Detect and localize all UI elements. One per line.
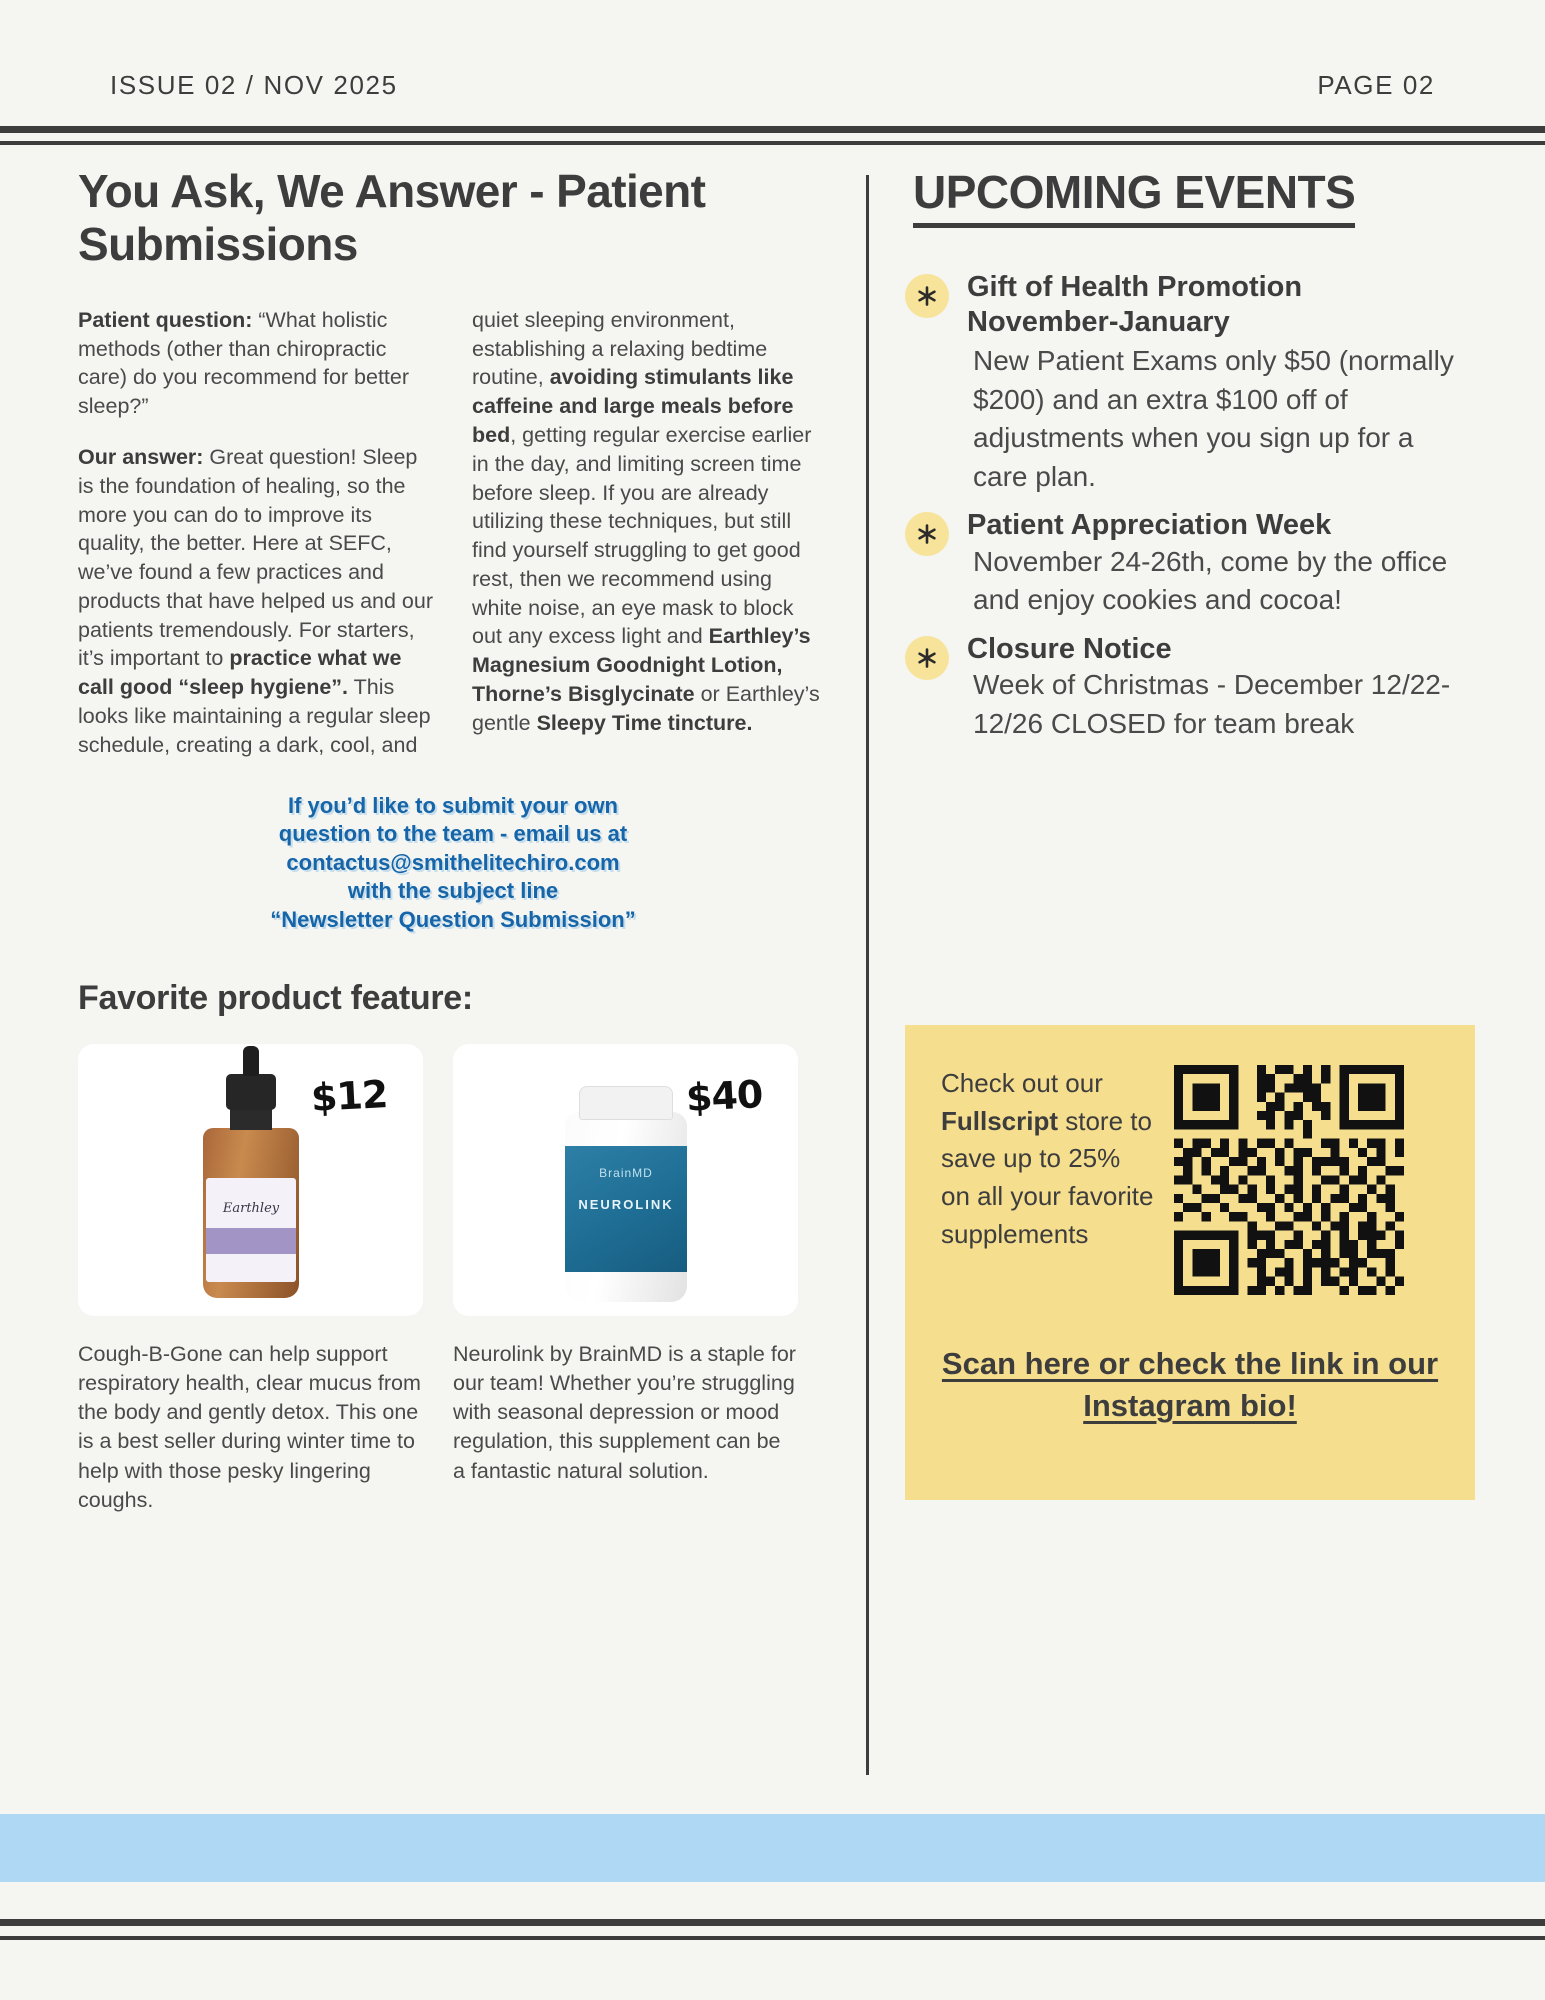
submission-email[interactable]: contactus@smithelitechiro.com: [286, 849, 620, 875]
answer-bold-3: Earthley’s Magnesium Goodnight Lotion, Thorne’s Bisglycinate: [472, 624, 811, 707]
dropper-bottle-band: [206, 1228, 296, 1254]
right-column: [905, 165, 1475, 755]
answer-bold-2: avoiding stimulants like caffeine and large meals before bed: [472, 365, 794, 447]
qr-code-icon[interactable]: [1174, 1065, 1404, 1295]
issue-label: ISSUE 02 / NOV 2025: [110, 69, 398, 100]
footer-rule-thick: [0, 1919, 1545, 1926]
fullscript-promo-box: [905, 1025, 1475, 1500]
product-description-1: Cough-B-Gone can help support respiratory health, clear mucus from the body and gently detox. This one is a best seller during winter time to help with those pesky lingering coughs.: [78, 1341, 421, 1512]
answer-bold-4: Sleepy Time tincture.: [536, 710, 753, 735]
product-card-2: [453, 1044, 798, 1515]
dropper-bottle-cap: [226, 1074, 276, 1110]
asterisk-icon: [905, 274, 949, 318]
question-label: Patient question:: [78, 307, 253, 332]
price-tag-2: $40: [684, 1071, 764, 1120]
question-text: “What holistic methods (other than chiropractic care) do you recommend for better sleep?”: [78, 307, 410, 419]
supplement-bottle-brand: BrainMD: [599, 1165, 653, 1180]
fullscript-cta-link[interactable]: Scan here or check the link in our Instagram bio!: [941, 1346, 1439, 1423]
supplement-bottle-cap: [579, 1086, 673, 1120]
page-content: [0, 165, 1545, 1765]
fullscript-text-a: Check out our: [941, 1068, 1103, 1098]
answer-label: Our answer:: [78, 444, 204, 469]
left-column: [78, 165, 828, 1515]
event-item-3: [905, 632, 1475, 743]
answer-text-2: This looks like maintaining a regular sleep schedule, creating a dark, cool, and quiet sleeping environment, establishing a relaxing bedtime routine,: [78, 307, 768, 757]
masthead: [0, 60, 1545, 110]
product-photo-2: [453, 1044, 798, 1316]
asterisk-icon: [905, 636, 949, 680]
product-card-1: [78, 1044, 423, 1515]
event-detail-2: November 24-26th, come by the office and enjoy cookies and cocoa!: [973, 545, 1448, 616]
answer-text-4: or Earthley’s gentle: [472, 682, 820, 735]
article-body: [78, 306, 828, 760]
events-title: UPCOMING EVENTS: [913, 165, 1355, 228]
fullscript-text-b: store to save up to 25% on all your favorite supplements: [941, 1105, 1154, 1249]
header-rule-thin: [0, 141, 1545, 145]
submission-line-4: with the subject line: [347, 878, 559, 904]
answer-text-1: Great question! Sleep is the foundation of healing, so the more you can do to improve its quality, the better. Here at SEFC, we’ve found a few practices and products that have helped us and our patients tremendously. For starters, it’s important to: [78, 444, 434, 671]
dropper-bottle-neck: [230, 1108, 272, 1130]
dropper-bottle-tip: [243, 1046, 259, 1076]
question-paragraph: [78, 306, 434, 421]
fullscript-text: [941, 1065, 1156, 1295]
article-title: You Ask, We Answer - Patient Submissions: [78, 165, 706, 271]
fullscript-brand: Fullscript: [941, 1105, 1059, 1136]
event-name-1: Gift of Health Promotion: [967, 271, 1303, 303]
product-photo-1: [78, 1044, 423, 1316]
asterisk-icon: [905, 512, 949, 556]
event-body-2: [967, 508, 1475, 619]
dropper-bottle-brand: Earthley: [222, 1200, 280, 1216]
fullscript-top: [941, 1065, 1439, 1295]
submission-callout: [78, 792, 828, 935]
event-detail-1: New Patient Exams only $50 (normally $200) and an extra $100 off of adjustments when you sign up for a care plan.: [973, 344, 1454, 492]
event-body-1: [967, 270, 1475, 496]
products-heading: Favorite product feature:: [78, 978, 473, 1017]
submission-line-2: question to the team - email us at: [278, 821, 628, 847]
event-name-3: Closure Notice: [967, 632, 1172, 665]
event-detail-3: Week of Christmas - December 12/22-12/26 CLOSED for team break: [973, 669, 1451, 739]
answer-text-3: , getting regular exercise earlier in the day, and limiting screen time before sleep. If you are already utilizing these techniques, but still find yourself struggling to get good rest, then we recommend using white noise, an eye mask to block out any excess light and: [472, 422, 812, 649]
page-label: PAGE 02: [1317, 69, 1435, 100]
answer-bold-1: practice what we call good “sleep hygiene”.: [78, 646, 402, 700]
product-list: [78, 1044, 828, 1515]
footer-rule-thin: [0, 1936, 1545, 1940]
supplement-bottle-name: NEUROLINK: [578, 1196, 674, 1212]
event-item-2: [905, 508, 1475, 619]
column-divider: [866, 175, 869, 1775]
product-description-2: Neurolink by BrainMD is a staple for our team! Whether you’re struggling with seasonal depression or mood regulation, this supplement can be a fantastic natural solution.: [453, 1341, 796, 1483]
submission-subject: “Newsletter Question Submission”: [270, 907, 636, 933]
event-item-1: [905, 270, 1475, 496]
event-name-2: Patient Appreciation Week: [967, 509, 1332, 542]
submission-line-1: If you’d like to submit your own: [287, 792, 618, 818]
event-when-1: November-January: [967, 306, 1230, 339]
event-body-3: [967, 632, 1475, 743]
footer-blue-band: [0, 1814, 1545, 1882]
price-tag-1: $12: [309, 1071, 389, 1120]
header-rule-thick: [0, 126, 1545, 133]
events-list: [905, 270, 1475, 743]
